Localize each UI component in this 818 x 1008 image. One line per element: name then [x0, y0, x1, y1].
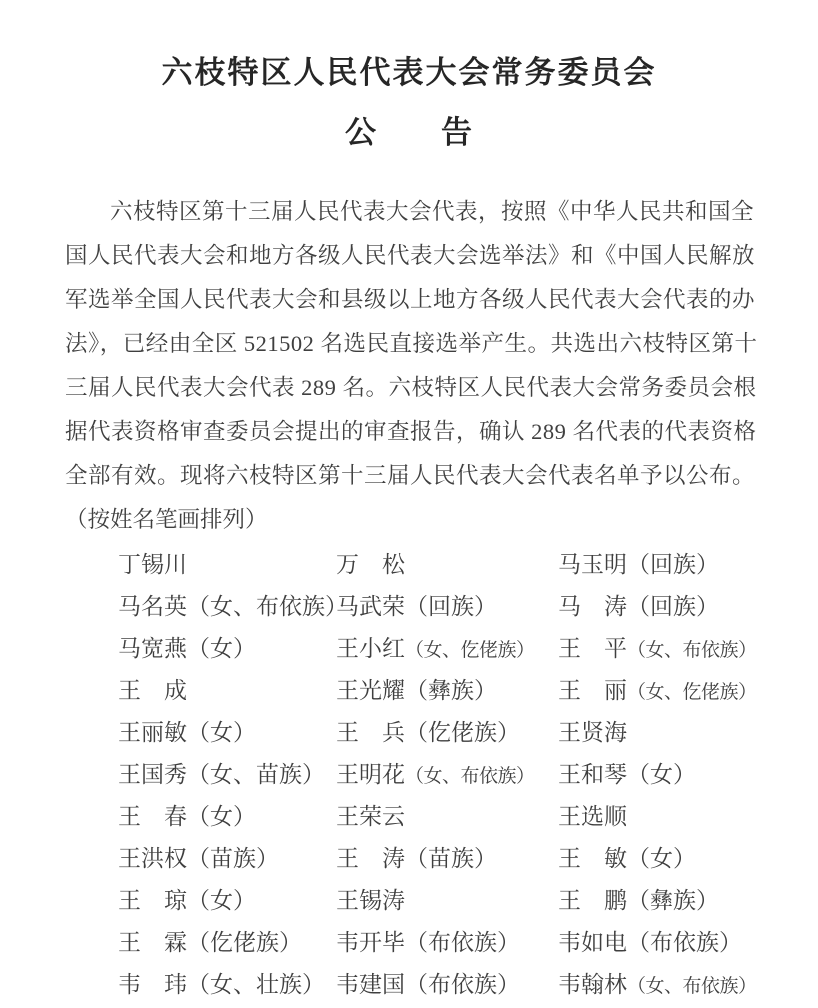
ethnic-gender-note: （回族）: [627, 594, 719, 619]
name-entry: [118, 544, 336, 586]
name-entry: [558, 754, 818, 798]
name-text: 马宽燕: [118, 636, 187, 661]
name-entry: [118, 922, 336, 964]
ethnic-gender-note: （仡佬族）: [187, 930, 302, 955]
name-entry: [118, 586, 348, 628]
name-entry: [336, 544, 558, 586]
name-text: 王 霖: [118, 930, 187, 955]
ethnic-gender-note: （女）: [187, 888, 256, 913]
name-text: 马名英: [118, 594, 187, 619]
paragraph-line: 三届人民代表大会代表 289 名。六枝特区人民代表大会常务委员会根: [65, 375, 757, 400]
name-entry: [558, 586, 818, 628]
name-entry: [558, 796, 818, 838]
name-entry: [558, 838, 818, 880]
name-text: 王 兵: [336, 720, 405, 745]
announcement-body: [65, 190, 758, 542]
name-text: 王 平: [558, 636, 627, 661]
name-row: [118, 670, 818, 712]
name-entry: [558, 670, 818, 714]
name-text: 王丽敏: [118, 720, 187, 745]
ethnic-gender-note: （回族）: [627, 552, 719, 577]
name-entry: [558, 880, 818, 922]
ethnic-gender-note: （仡佬族）: [405, 720, 520, 745]
name-entry: [336, 628, 558, 672]
name-text: 王荣云: [336, 804, 405, 829]
ethnic-gender-note: （布依族）: [627, 930, 742, 955]
name-text: 王 涛: [336, 846, 405, 871]
name-entry: [336, 880, 558, 922]
name-entry: [336, 796, 558, 838]
name-row: [118, 796, 818, 838]
paragraph-line: 据代表资格审查委员会提出的审查报告，确认 289 名代表的代表资格: [65, 419, 757, 444]
name-entry: [558, 964, 818, 1008]
name-text: 韦建国: [336, 972, 405, 997]
name-text: 王明花: [336, 762, 405, 787]
ethnic-gender-note: （女、苗族）: [187, 762, 325, 787]
ethnic-gender-note: （苗族）: [405, 846, 497, 871]
ethnic-gender-note: （女、仡佬族）: [405, 640, 535, 661]
name-text: 王 春: [118, 804, 187, 829]
name-text: 韦翰林: [558, 972, 627, 997]
announcement-paragraph: [65, 190, 758, 498]
ethnic-gender-note: （布依族）: [405, 972, 520, 997]
name-text: 王光耀: [336, 678, 405, 703]
name-entry: [118, 670, 336, 714]
name-text: 王 敏: [558, 846, 627, 871]
name-row: [118, 880, 818, 922]
name-text: 万 松: [336, 552, 405, 577]
name-text: 王国秀: [118, 762, 187, 787]
ethnic-gender-note: （女）: [187, 804, 256, 829]
name-entry: [336, 712, 558, 754]
name-entry: [118, 796, 336, 838]
ethnic-gender-note: （回族）: [405, 594, 497, 619]
ethnic-gender-note: （布依族）: [405, 930, 520, 955]
paragraph-line: 全部有效。现将六枝特区第十三届人民代表大会代表名单予以公布。: [65, 463, 756, 488]
paragraph-line: 六枝特区第十三届人民代表大会代表，按照《中华人民共和国全: [110, 199, 755, 224]
name-entry: [118, 712, 336, 754]
name-row: [118, 838, 818, 880]
name-entry: [118, 754, 336, 798]
ethnic-gender-note: （女、布依族）: [405, 766, 535, 787]
name-entry: [336, 754, 558, 798]
name-row: [118, 628, 818, 670]
name-entry: [118, 880, 336, 922]
name-text: 韦开毕: [336, 930, 405, 955]
name-text: 王 琼: [118, 888, 187, 913]
name-text: 韦如电: [558, 930, 627, 955]
name-row: [118, 712, 818, 754]
ethnic-gender-note: （女、仡佬族）: [627, 682, 757, 703]
name-entry: [118, 628, 336, 672]
name-text: 王洪权: [118, 846, 187, 871]
name-text: 王和琴: [558, 762, 627, 787]
name-text: 马武荣: [336, 594, 405, 619]
name-entry: [336, 922, 558, 964]
name-text: 王锡涛: [336, 888, 405, 913]
name-text: 王 成: [118, 678, 187, 703]
paragraph-line: 军选举全国人民代表大会和县级以上地方各级人民代表大会代表的办: [65, 287, 756, 312]
name-row: [118, 586, 818, 628]
name-entry: [558, 712, 818, 754]
ethnic-gender-note: （女、壮族）: [187, 972, 325, 997]
delegate-name-list: [118, 544, 818, 1006]
sort-order-note: （按姓名笔画排列）: [65, 507, 268, 532]
name-text: 王 鹏: [558, 888, 627, 913]
name-entry: [336, 586, 558, 628]
name-entry: [336, 670, 558, 714]
ethnic-gender-note: （女、布依族）: [627, 640, 757, 661]
ethnic-gender-note: （女、布依族）: [187, 594, 348, 619]
name-row: [118, 922, 818, 964]
name-text: 马玉明: [558, 552, 627, 577]
name-entry: [336, 838, 558, 880]
name-row: [118, 544, 818, 586]
ethnic-gender-note: （女）: [187, 720, 256, 745]
name-text: 王贤海: [558, 720, 627, 745]
name-entry: [118, 964, 336, 1008]
name-text: 王 丽: [558, 678, 627, 703]
name-text: 韦 玮: [118, 972, 187, 997]
document-subtitle: 公 告: [345, 115, 473, 150]
ethnic-gender-note: （彝族）: [627, 888, 719, 913]
name-entry: [118, 838, 336, 880]
ethnic-gender-note: （女）: [627, 846, 696, 871]
ethnic-gender-note: （女）: [627, 762, 696, 787]
name-entry: [558, 628, 818, 672]
name-text: 丁锡川: [118, 552, 187, 577]
ethnic-gender-note: （女、布依族）: [627, 976, 757, 997]
name-text: 马 涛: [558, 594, 627, 619]
name-row: [118, 754, 818, 796]
name-text: 王小红: [336, 636, 405, 661]
ethnic-gender-note: （彝族）: [405, 678, 497, 703]
name-entry: [336, 964, 558, 1008]
name-entry: [558, 544, 818, 586]
ethnic-gender-note: （女）: [187, 636, 256, 661]
paragraph-line: 国人民代表大会和地方各级人民代表大会选举法》和《中国人民解放: [65, 243, 756, 268]
paragraph-line: 法》，已经由全区 521502 名选民直接选举产生。共选出六枝特区第十: [65, 331, 758, 356]
name-entry: [558, 922, 818, 964]
document-title: 六枝特区人民代表大会常务委员会: [161, 55, 657, 90]
ethnic-gender-note: （苗族）: [187, 846, 279, 871]
name-text: 王选顺: [558, 804, 627, 829]
